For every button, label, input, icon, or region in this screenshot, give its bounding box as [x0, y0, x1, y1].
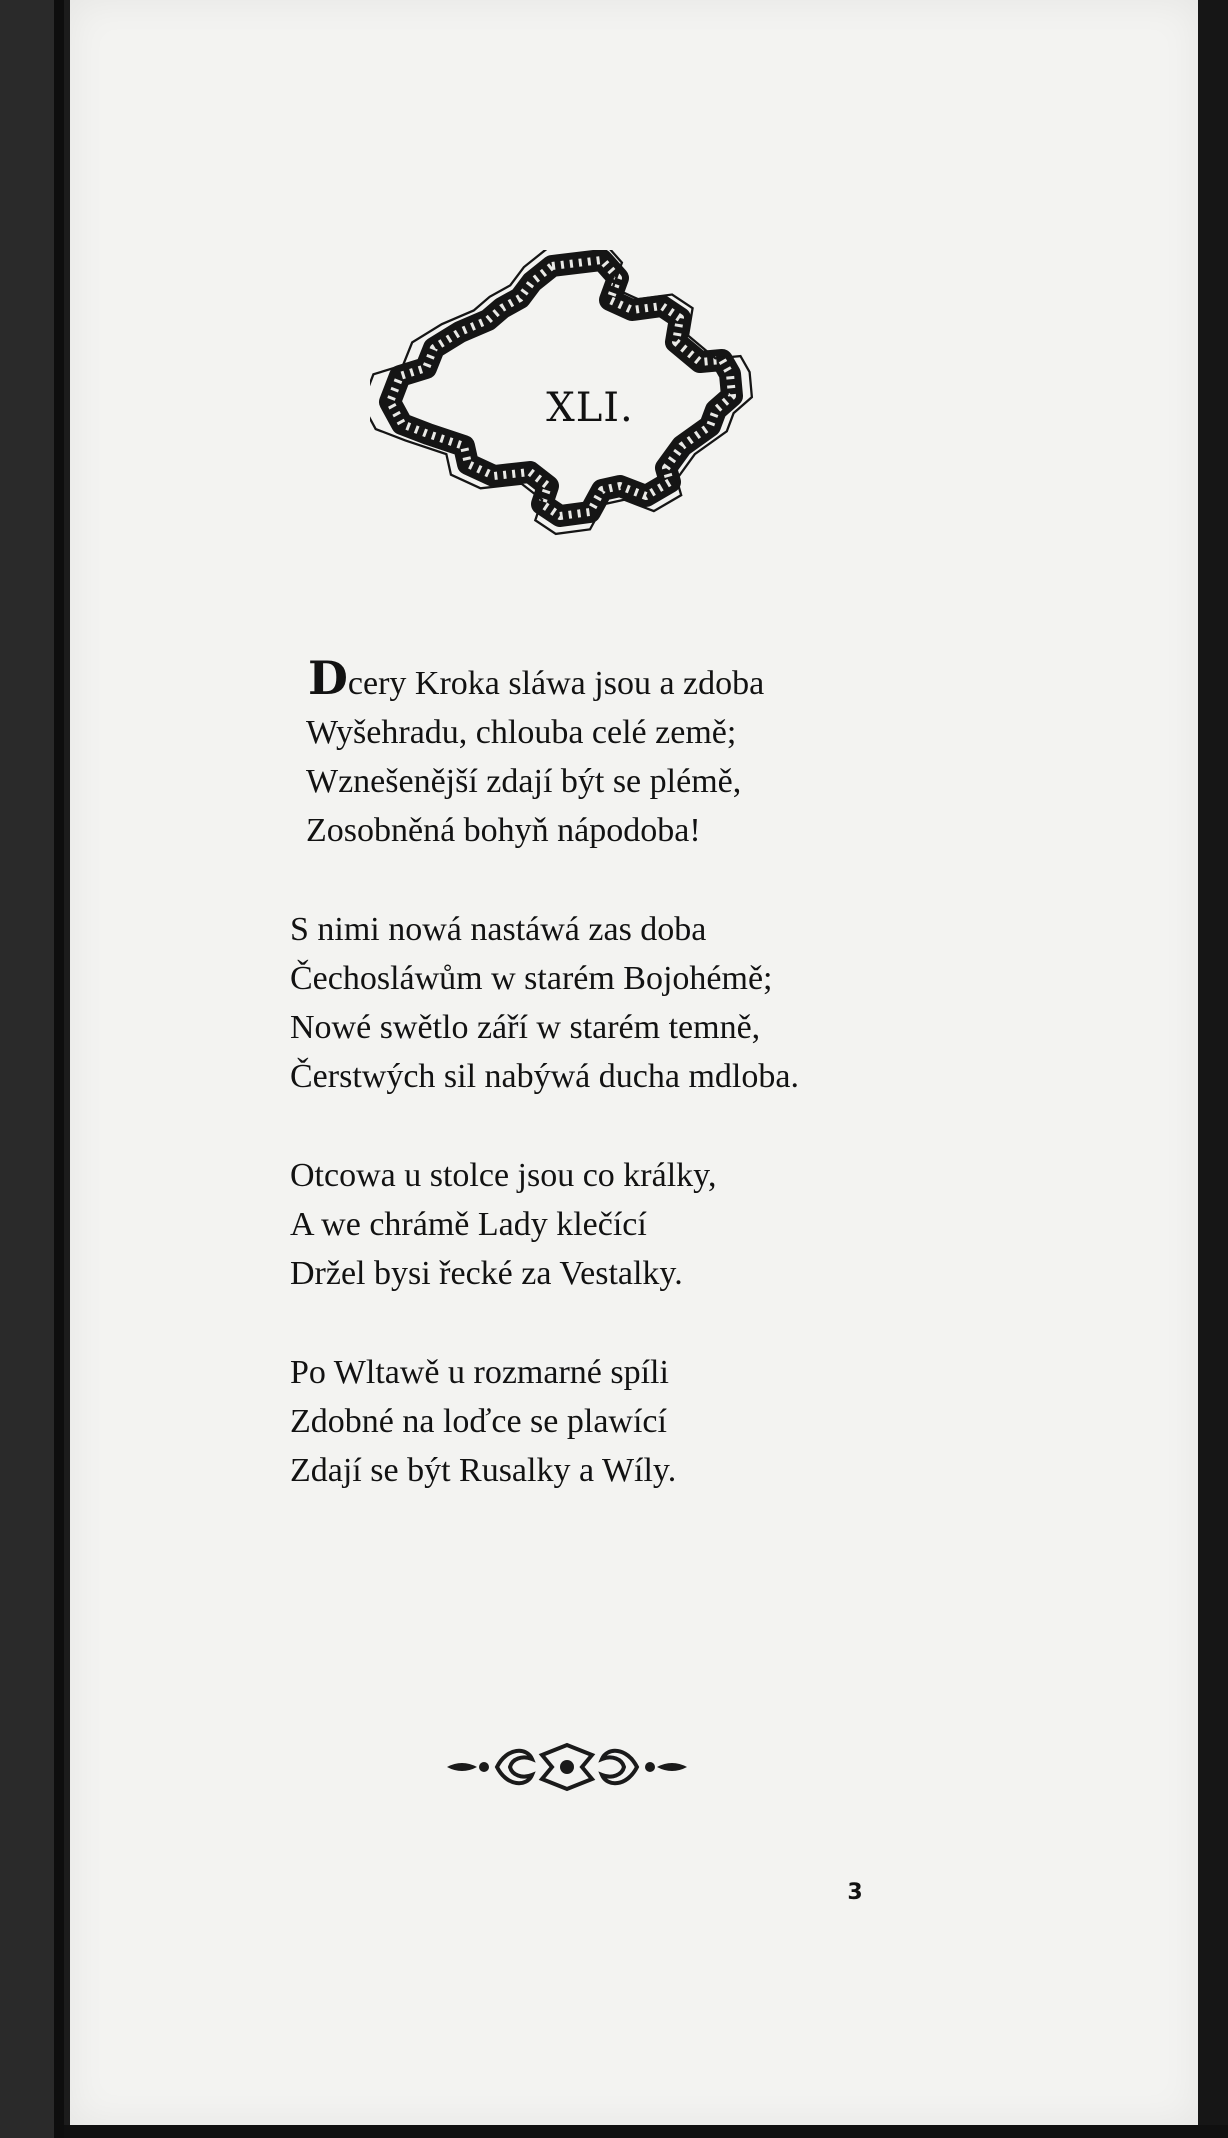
drop-cap: D	[308, 651, 348, 705]
poem-line: Zosobněná bohyň nápodoba!	[306, 812, 701, 849]
book-spine	[0, 0, 64, 2138]
poem-body	[290, 651, 990, 1545]
page-edge-bottom	[64, 2125, 1228, 2138]
page-edge-right	[1198, 0, 1228, 2138]
spine-shadow	[54, 0, 64, 2138]
poem-line: Zdobné na loďce se plawící	[290, 1403, 667, 1440]
poem-line-text: cery Kroka sláwa jsou a zdoba	[347, 665, 765, 702]
page-number: 3	[847, 1880, 863, 1905]
poem-line: Wznešenější zdají být se plémě,	[306, 763, 742, 800]
poem-line: A we chrámě Lady klečící	[290, 1206, 647, 1243]
poem-line: Nowé swětlo září w starém temně,	[290, 1009, 761, 1046]
floral-tailpiece-icon	[442, 1737, 692, 1797]
poem-line: Držel bysi řecké za Vestalky.	[290, 1255, 683, 1292]
poem-line: Zdají se být Rusalky a Wíly.	[290, 1452, 677, 1489]
poem-line: Po Wltawě u rozmarné spíli	[290, 1354, 669, 1391]
stanza	[290, 1151, 990, 1298]
poem-line: Otcowa u stolce jsou co králky,	[290, 1157, 717, 1194]
chapter-number: XLI.	[546, 385, 634, 431]
poem-line: Wyšehradu, chlouba celé země;	[306, 714, 737, 751]
poem-line	[290, 651, 990, 708]
poem-line: S nimi nowá nastáwá zas doba	[290, 911, 707, 948]
poem-line: Čerstwých sil nabýwá ducha mdloba.	[290, 1058, 799, 1095]
stanza	[290, 651, 990, 855]
stanza	[290, 905, 990, 1101]
stanza	[290, 1348, 990, 1495]
poem-line: Čechosláwům w starém Bojohémě;	[290, 960, 773, 997]
